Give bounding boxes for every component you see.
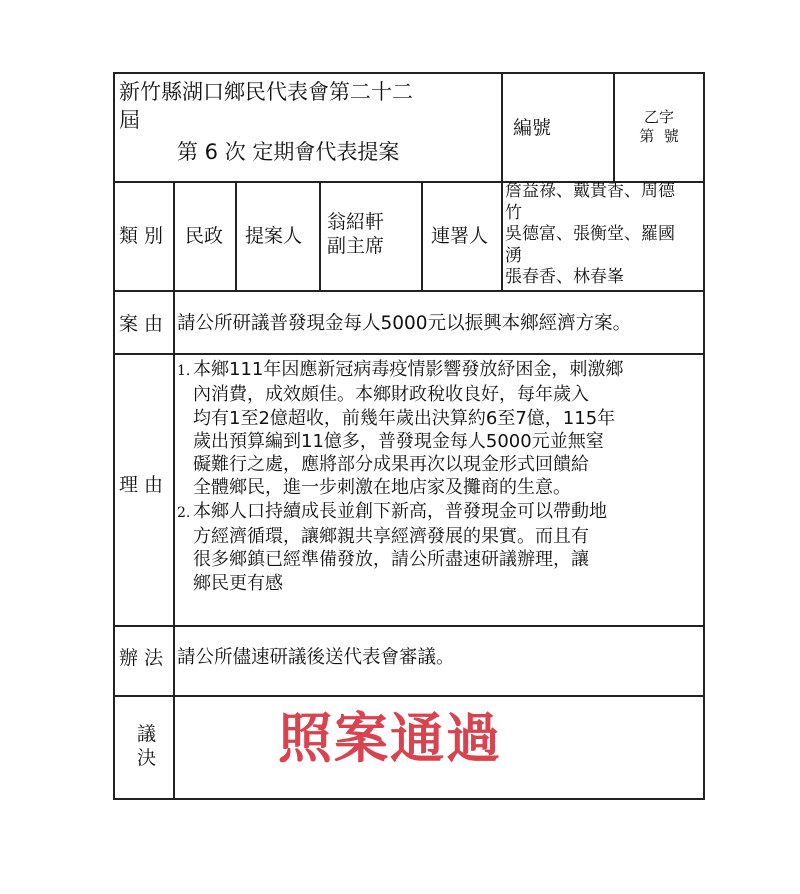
- form-title: [119, 78, 499, 166]
- subject-text: 請公所研議普發現金每人5000元以振興本鄉經濟方案。: [177, 313, 632, 334]
- resolution-label-line1: 議: [137, 723, 157, 745]
- number-value: [615, 108, 703, 146]
- reason-item: [177, 500, 701, 595]
- cosigner-line: 吳德富、張衡堂、羅國: [505, 224, 675, 244]
- resolution-cell: [175, 697, 703, 798]
- reason-line: 歲出預算編到11億多，普發現金每人5000元並無窒: [193, 430, 604, 452]
- cosigner-line: 湧: [505, 245, 522, 266]
- cosigner-line: 張春香、林春峯: [505, 267, 624, 287]
- resolution-label-line2: 決: [137, 747, 157, 769]
- cosigner-label: 連署人: [431, 225, 489, 247]
- resolution-stamp: 照案通過: [278, 707, 502, 770]
- reason-line: 2. 本鄉人口持續成長並創下新高，普發現金可以帶動地: [177, 500, 701, 525]
- category-value: 民政: [185, 225, 224, 247]
- cosigner-line: 竹: [505, 202, 522, 223]
- col-divider: [319, 181, 321, 290]
- subject-label: 案 由: [119, 313, 164, 335]
- col-divider: [501, 74, 503, 290]
- method-label: 辦 法: [119, 647, 164, 669]
- reason-number: 2.: [177, 504, 191, 521]
- row-divider: [115, 353, 703, 355]
- form-subtitle: 第 6 次 定期會代表提案: [177, 140, 400, 164]
- reasons-label: 理 由: [119, 474, 164, 496]
- proposer-name: [327, 210, 384, 258]
- reason-line: 方經濟循環，讓鄉親共享經濟發展的果實。而且有: [193, 526, 589, 548]
- reason-number: 1.: [177, 363, 191, 379]
- row-divider: [115, 625, 703, 627]
- reason-item: [177, 358, 701, 500]
- col-divider: [421, 181, 423, 290]
- number-value-line1: 乙字: [643, 108, 674, 126]
- reason-line: 內消費，成效頗佳。本鄉財政稅收良好，每年歲入: [193, 384, 589, 406]
- cosigner-line: 詹益祿、戴貴香、周德: [505, 181, 675, 201]
- number-label: 編號: [513, 117, 552, 139]
- reason-line: 1. 本鄉111年因應新冠病毒疫情影響發放紓困金，刺激鄉: [177, 358, 701, 383]
- reason-line: 很多鄉鎮已經準備發放，請公所盡速研議辦理，讓: [193, 549, 589, 571]
- cosigner-list: [505, 181, 701, 289]
- proposer-line1: 翁紹軒: [327, 211, 385, 233]
- reasons-list: [177, 358, 701, 595]
- reason-line: 全體鄉民，進一步刺激在地店家及攤商的生意。: [193, 477, 571, 499]
- method-text: 請公所儘速研議後送代表會審議。: [177, 647, 455, 668]
- form-title-line1: 新竹縣湖口鄉民代表會第二十二: [119, 80, 413, 104]
- proposer-label: 提案人: [245, 225, 303, 247]
- proposal-form: [113, 72, 705, 800]
- reason-line: 鄉民更有感: [193, 572, 283, 594]
- reason-line: 礙難行之處，應將部分成果再次以現金形式回饋給: [193, 454, 589, 476]
- reason-line: 均有1至2億超收，前幾年歲出決算約6至7億，115年: [193, 407, 616, 429]
- category-label: 類 別: [119, 225, 164, 247]
- row-divider: [115, 290, 703, 292]
- resolution-label: [137, 722, 156, 770]
- form-title-line2: 屆: [119, 108, 140, 132]
- proposer-line2: 副主席: [327, 235, 385, 257]
- number-value-line2: 第 號: [639, 127, 679, 145]
- col-divider: [235, 181, 237, 290]
